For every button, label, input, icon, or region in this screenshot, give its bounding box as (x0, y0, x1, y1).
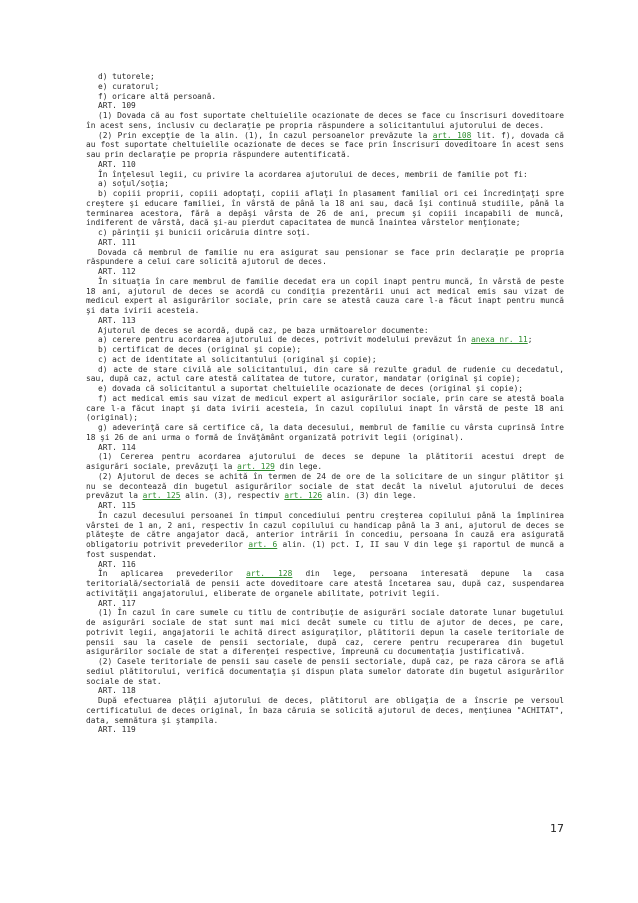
paragraph (86, 335, 564, 345)
law-reference-link[interactable]: art. 129 (237, 462, 275, 471)
paragraph-text: În cazul decesului persoanei în timpul concediului pentru creşterea copilului până la împlinirea vârstei de 1 an, 2 ani, respectiv în cazul copilului cu handicap până la 3 ani, ajutorul de deces se plăteşte de către angajator dacă, anterior intrării în concediu, persoana în cauză era asigurată obligatoriu potrivit prevederilor (86, 510, 564, 549)
paragraph-text: alin. (1) pct. I, II sau V din lege şi raportul de muncă a fost suspendat. (86, 540, 564, 559)
paragraph (86, 248, 564, 268)
paragraph-text: din lege, persoana interesată depune la casa teritorială/sectorială de pensii acte doveditoare care atestă încetarea sau, după caz, suspendarea activităţii angajatorului, eliberate de organele abilitate, potrivit legii. (86, 569, 564, 598)
paragraph-text: După efectuarea plăţii ajutorului de deces, plătitorul are obligaţia de a înscrie pe versoul certificatului de deces original, în baza căruia se solicită ajutorul de deces, menţiunea "ACHITAT", data, semnătura şi ştampila. (86, 696, 564, 725)
paragraph (86, 345, 564, 355)
paragraph-text: (2) Prin excepţie de la alin. (1), în cazul persoanelor prevăzute la (98, 130, 433, 140)
law-reference-link[interactable]: art. 125 (142, 491, 181, 501)
law-reference-link[interactable]: anexa nr. 11 (471, 335, 528, 345)
article-heading (86, 725, 564, 735)
paragraph (86, 131, 564, 160)
paragraph-text: ART. 115 (98, 501, 136, 510)
law-reference-link[interactable]: art. 108 (432, 130, 472, 140)
paragraph-text: (1) Cererea pentru acordarea ajutorului de deces se depune la plătitorii acestui drept de asigurări sociale, prevăzuţi la (86, 452, 564, 471)
paragraph-text: b) certificat de deces (original şi copie); (98, 345, 302, 354)
paragraph (86, 569, 564, 598)
paragraph-text: În situaţia în care membrul de familie decedat era un copil inapt pentru muncă, în vârstă de peste 18 ani, ajutorul de deces se acordă cu condiţia prezentării unui act medical emis sau vizat de medicul expert al asigurărilor sociale, prin care se atestă cauza care l-a făcut inapt pentru muncă şi data ivirii acesteia. (86, 276, 564, 315)
paragraph (86, 394, 564, 423)
paragraph (86, 189, 564, 228)
article-heading (86, 316, 564, 326)
paragraph-text: ART. 111 (98, 237, 136, 247)
paragraph (86, 355, 564, 365)
paragraph-text: a) soţul/soţia; (98, 179, 169, 189)
paragraph-text: În înţelesul legii, cu privire la acordarea ajutorului de deces, membrii de familie pot fi: (98, 169, 528, 179)
paragraph-text: ART. 117 (98, 598, 136, 608)
paragraph (86, 92, 564, 102)
paragraph-text: alin. (3), respectiv (180, 491, 285, 501)
article-heading (86, 443, 564, 453)
paragraph-text: ; (527, 335, 533, 345)
paragraph (86, 452, 564, 472)
article-heading (86, 599, 564, 609)
paragraph (86, 179, 564, 189)
article-heading (86, 501, 564, 511)
paragraph (86, 326, 564, 336)
paragraph-text: (2) Ajutorul de deces se achită în termen de 24 de ore de la solicitare de un singur plătitor şi nu se decontează din bugetul asigurărilor sociale de stat decât la nivelul ajutorului de deces prevăzut la (86, 471, 564, 501)
article-heading (86, 101, 564, 111)
law-reference-link[interactable]: art. 128 (246, 569, 293, 579)
paragraph (86, 277, 564, 316)
paragraph-text: lit. f), dovada că au fost suportate cheltuielile ocazionate de deces se face prin înscrisuri doveditoare în acest sens sau prin declaraţie pe propria răspundere autentificată. (86, 130, 564, 159)
paragraph-text: f) act medical emis sau vizat de medicul expert al asigurărilor sociale, prin care se atestă boala care l-a făcut inapt şi data ivirii acesteia, în cazul copilului inapt în vârstă de peste 18 ani (original); (86, 393, 564, 423)
paragraph (86, 384, 564, 394)
paragraph-text: ART. 113 (98, 315, 136, 325)
paragraph-text: ART. 116 (98, 559, 136, 569)
law-reference-link[interactable]: art. 126 (284, 491, 323, 501)
paragraph-text: e) dovada că solicitantul a suportat cheltuielile ocazionate de deces (original şi copie); (98, 384, 524, 393)
paragraph (86, 82, 564, 92)
article-heading (86, 238, 564, 248)
paragraph-text: e) curatorul; (98, 81, 160, 91)
paragraph-text: În aplicarea prevederilor (98, 569, 247, 579)
paragraph-text: Dovada că membrul de familie nu era asigurat sau pensionar se face prin declaraţie pe propria răspundere a celui care solicită ajutorul de deces. (86, 247, 564, 267)
paragraph-text: alin. (3) din lege. (322, 491, 417, 501)
paragraph-text: ART. 118 (98, 686, 136, 696)
paragraph-text: din lege. (274, 462, 323, 471)
paragraph (86, 657, 564, 686)
article-heading (86, 560, 564, 570)
paragraph (86, 228, 564, 238)
paragraph-text: (1) În cazul în care sumele cu titlu de contribuţie de asigurări sociale datorate lunar bugetului de asigurări sociale de stat sunt mai mici decât sumele cu titlu de ajutor de deces, pe care, potrivit legii, angajatorii le achită direct asiguraţilor, plătitorii depun la casele teritoriale de pensii sau la casele de pensii sectoriale, după caz, cerere pentru recuperarea din bugetul asigurărilor sociale de stat a diferenţei respective, împreună cu documentaţia justificativă. (86, 608, 564, 657)
paragraph (86, 365, 564, 385)
paragraph-text: ART. 114 (98, 442, 136, 452)
paragraph-text: Ajutorul de deces se acordă, după caz, pe baza următoarelor documente: (98, 325, 429, 335)
paragraph-text: ART. 112 (98, 267, 136, 276)
paragraph-text: a) cerere pentru acordarea ajutorului de deces, potrivit modelului prevăzut în (98, 335, 472, 345)
paragraph (86, 72, 564, 82)
paragraph (86, 170, 564, 180)
paragraph-text: d) acte de stare civilă ale solicitantului, din care să rezulte gradul de rudenie cu decedatul, sau, după caz, actul care atestă calitatea de tutore, curator, mandatar (original şi copie); (86, 364, 564, 384)
paragraph (86, 696, 564, 725)
paragraph-text: (2) Casele teritoriale de pensii sau casele de pensii sectoriale, după caz, pe raza cărora se află sediul plătitorului, verifică documentaţia şi dispun plata sumelor datorate din bugetul asigurărilor sociale de stat. (86, 657, 564, 686)
paragraph (86, 111, 564, 131)
law-reference-link[interactable]: art. 6 (248, 540, 278, 549)
paragraph-text: ART. 110 (98, 159, 136, 169)
paragraph-text: b) copiii proprii, copiii adoptaţi, copiii aflaţi în plasament familial ori cei încredinţaţi spre creştere şi educare familiei, în vârstă de până la 18 ani sau, dacă îşi continuă studiile, până la terminarea acestora, fără a depăşi vârsta de 26 de ani, precum şi copiii incapabili de muncă, indiferent de vârstă, dacă şi-au pierdut capacitatea de muncă înaintea vârstelor menţionate; (86, 189, 564, 228)
article-heading (86, 686, 564, 696)
paragraph-text: ART. 119 (98, 725, 136, 735)
paragraph-text: c) părinţii şi bunicii oricăruia dintre soţi. (98, 228, 311, 237)
page-number: 17 (550, 822, 564, 835)
paragraph-text: f) oricare altă persoană. (98, 91, 217, 101)
paragraph (86, 608, 564, 657)
article-heading (86, 267, 564, 277)
paragraph-text: ART. 109 (98, 101, 136, 111)
paragraph-text: d) tutorele; (98, 72, 155, 81)
document-body (86, 72, 564, 735)
paragraph (86, 423, 564, 443)
paragraph-text: (1) Dovada că au fost suportate cheltuielile ocazionate de deces se face cu înscrisuri doveditoare în acest sens, inclusiv cu declaraţie pe propria răspundere a solicitantului ajutorului de deces. (86, 111, 564, 130)
article-heading (86, 160, 564, 170)
paragraph-text: c) act de identitate al solicitantului (original şi copie); (98, 354, 377, 364)
paragraph (86, 472, 564, 501)
paragraph-text: g) adeverinţă care să certifice că, la data decesului, membrul de familie cu vârsta cuprinsă între 18 şi 26 de ani urma o formă de învăţământ organizată potrivit legii (original). (86, 423, 564, 442)
paragraph (86, 511, 564, 560)
